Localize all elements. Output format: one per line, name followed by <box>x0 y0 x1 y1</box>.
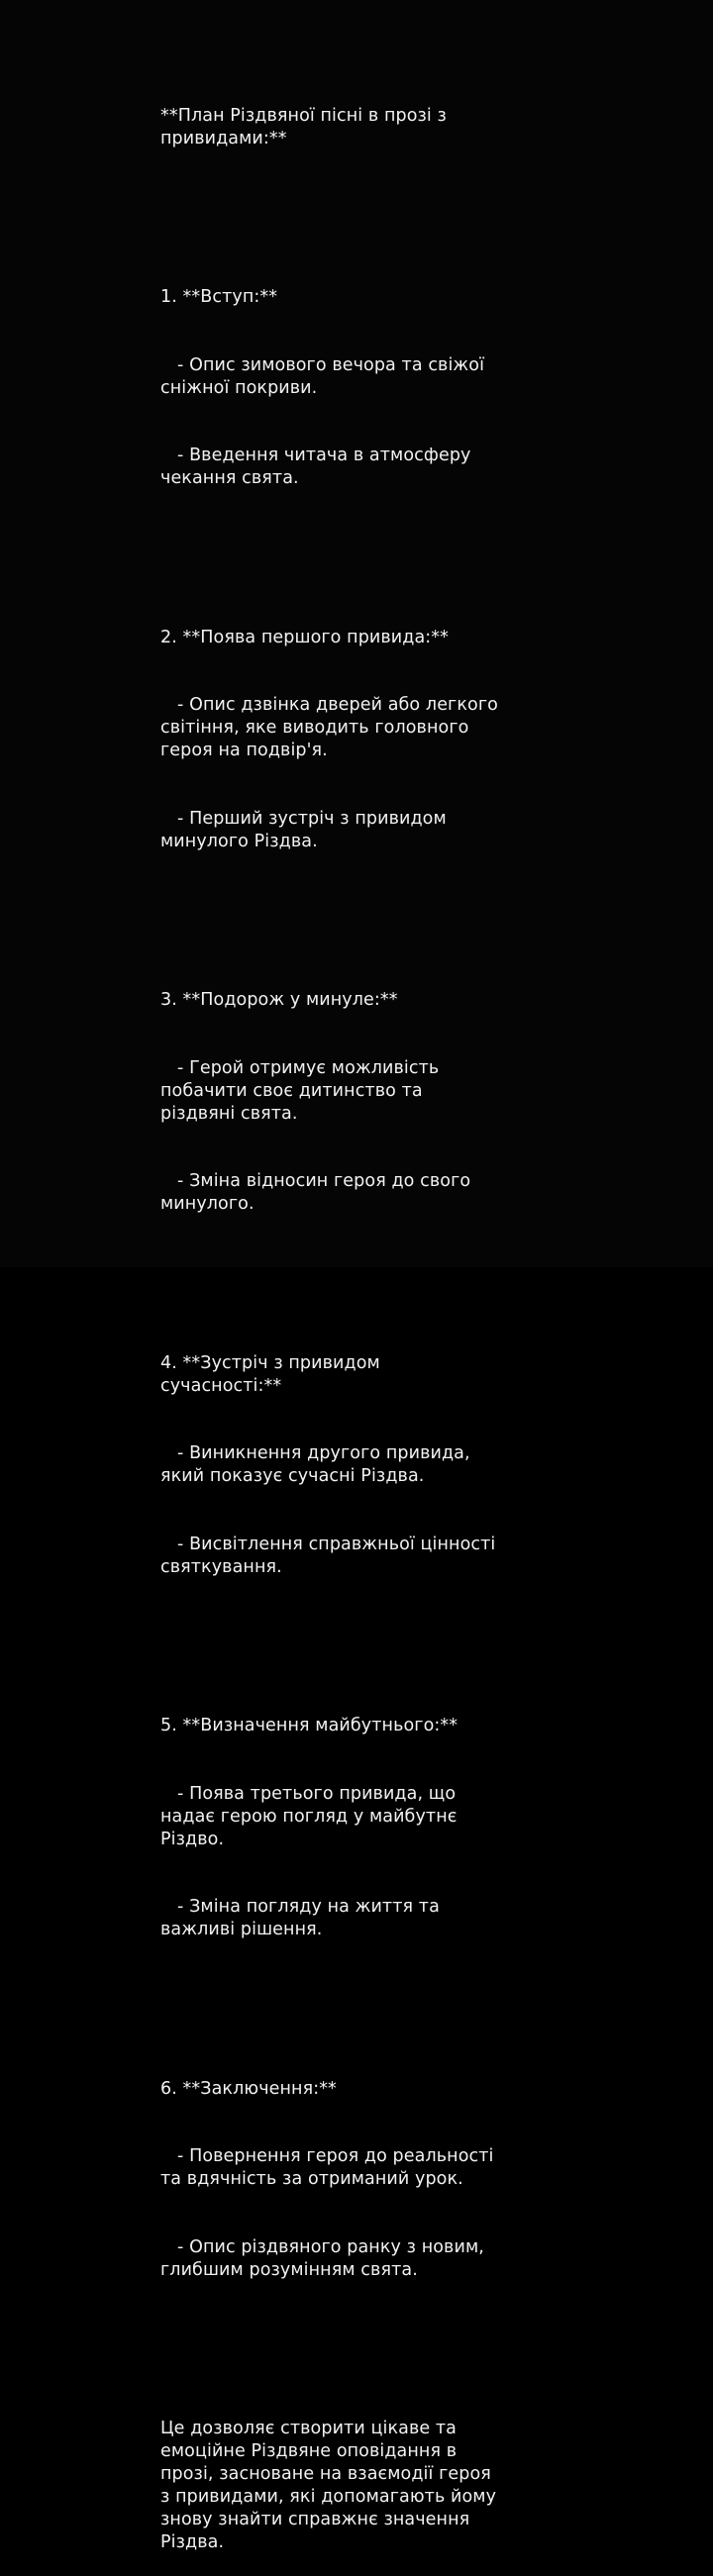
section-heading-4: 4. **Зустріч з привидом сучасності:** <box>160 1352 386 1396</box>
section-1-bullet-1: - Опис зимового вечора та свіжої сніжної покриви. <box>160 354 490 398</box>
section-2-bullet-1: - Опис дзвінка дверей або легкого світіння, яке виводить головного героя на подвір'я. <box>160 695 504 761</box>
section-heading-6: 6. **Заключення:** <box>160 2078 337 2099</box>
section-3-bullet-2: - Зміна відносин героя до свого минулого. <box>160 1171 476 1215</box>
section-heading-5: 5. **Визначення майбутнього:** <box>160 1716 458 1736</box>
section-3-bullet-1: - Герой отримує можливість побачити своє дитинство та різдвяні свята. <box>160 1057 445 1124</box>
section-1-bullet-2: - Введення читача в атмосферу чекання свята. <box>160 446 477 489</box>
spacer <box>160 899 502 922</box>
section-5-bullet-2: - Зміна погляду на життя та важливі рішення. <box>160 1897 446 1940</box>
spacer <box>160 1624 502 1646</box>
section-heading-2: 2. **Поява першого привида:** <box>160 627 449 647</box>
spacer <box>160 1987 502 2010</box>
section-4-bullet-1: - Виникнення другого привида, який показує сучасні Різдва. <box>160 1443 476 1487</box>
section-heading-3: 3. **Подорож у минуле:** <box>160 990 398 1011</box>
section-6-bullet-1: - Повернення героя до реальності та вдячність за отриманий урок. <box>160 2146 500 2190</box>
spacer <box>160 536 502 558</box>
plan-title: **План Різдвяної пісні в прозі з привидами:** <box>160 105 453 149</box>
message-text <box>160 59 502 2576</box>
section-2-bullet-2: - Перший зустріч з привидом минулого Різдва. <box>160 808 453 851</box>
conclusion-paragraph: Це дозволяє створити цікаве та емоційне Різдвяне оповідання в прозі, засноване на взаємодії героя з привидами, які допомагають йому знову знайти справжнє значення Різдва. <box>160 2419 502 2552</box>
section-heading-1: 1. **Вступ:** <box>160 287 278 308</box>
spacer <box>160 1261 502 1284</box>
spacer <box>160 2328 502 2350</box>
section-4-bullet-2: - Висвітлення справжньої цінності святкування. <box>160 1534 502 1577</box>
spacer <box>160 195 502 218</box>
section-6-bullet-2: - Опис різдвяного ранку з новим, глибшим розумінням свята. <box>160 2236 490 2280</box>
section-5-bullet-1: - Поява третього привида, що надає герою погляд у майбутнє Різдво. <box>160 1783 463 1849</box>
